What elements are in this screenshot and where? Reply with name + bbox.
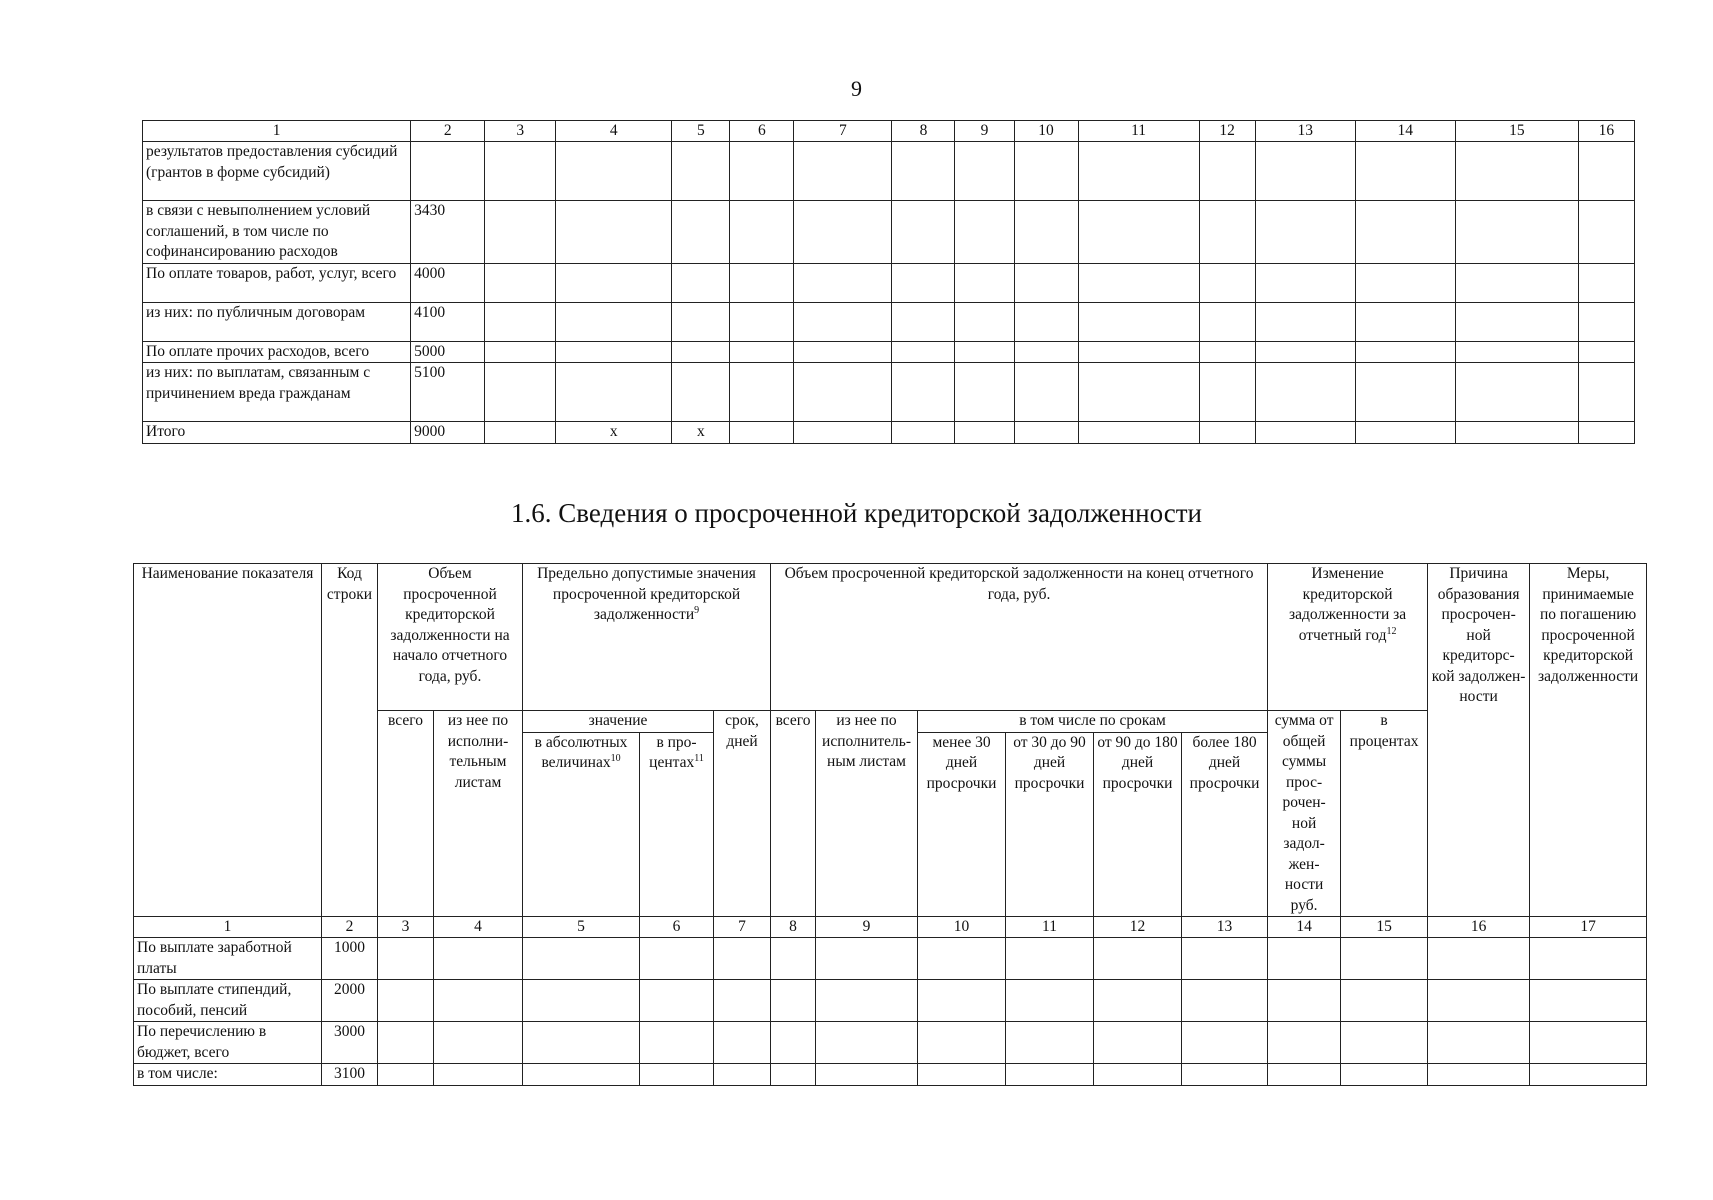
column-number: 2 bbox=[322, 917, 378, 938]
cell bbox=[1255, 142, 1355, 201]
cell bbox=[1078, 201, 1199, 264]
cell bbox=[918, 1022, 1006, 1064]
table-row bbox=[134, 980, 1647, 1022]
cell bbox=[485, 422, 556, 444]
cell bbox=[1455, 201, 1578, 264]
header-exec-lists: из нее по исполни-тельным листам bbox=[434, 711, 523, 917]
cell bbox=[1268, 1022, 1341, 1064]
row-code bbox=[411, 142, 485, 201]
column-number: 13 bbox=[1255, 121, 1355, 142]
cell bbox=[1455, 422, 1578, 444]
section-title: 1.6. Сведения о просроченной кредиторской задолженности bbox=[511, 498, 1202, 528]
row-name: результатов предоставления субсидий (грантов в форме субсидий) bbox=[143, 142, 411, 201]
column-number: 7 bbox=[794, 121, 892, 142]
column-number: 6 bbox=[640, 917, 714, 938]
header-value: значение bbox=[523, 711, 714, 733]
cell bbox=[1455, 302, 1578, 341]
cell-col5 bbox=[672, 142, 730, 201]
cell bbox=[892, 363, 955, 422]
table-row bbox=[143, 422, 1635, 444]
header-absolute: в абсолютных величинах$^{10}$ bbox=[523, 732, 640, 917]
cell bbox=[1255, 363, 1355, 422]
cell bbox=[434, 1064, 523, 1086]
cell bbox=[816, 1022, 918, 1064]
column-number: 16 bbox=[1578, 121, 1634, 142]
cell bbox=[955, 263, 1014, 302]
column-number: 15 bbox=[1455, 121, 1578, 142]
cell bbox=[1078, 363, 1199, 422]
cell bbox=[1094, 1022, 1182, 1064]
row-name: из них: по выплатам, связанным с причинением вреда гражданам bbox=[143, 363, 411, 422]
cell bbox=[485, 341, 556, 363]
header-total-end: всего bbox=[771, 711, 816, 917]
cell bbox=[730, 302, 794, 341]
cell bbox=[1078, 341, 1199, 363]
table-row bbox=[134, 938, 1647, 980]
cell bbox=[1078, 263, 1199, 302]
cell bbox=[816, 980, 918, 1022]
row-code: 9000 bbox=[411, 422, 485, 444]
cell bbox=[1014, 363, 1078, 422]
cell bbox=[771, 938, 816, 980]
cell bbox=[1006, 938, 1094, 980]
cell bbox=[485, 142, 556, 201]
header-in-percent: в процентах bbox=[1341, 711, 1428, 917]
row-code: 5100 bbox=[411, 363, 485, 422]
cell bbox=[955, 142, 1014, 201]
column-number-row bbox=[143, 121, 1635, 142]
header-percent: в про-центах$^{11}$ bbox=[640, 732, 714, 917]
cell bbox=[378, 938, 434, 980]
table-row bbox=[134, 1064, 1647, 1086]
row-code: 5000 bbox=[411, 341, 485, 363]
cell bbox=[730, 142, 794, 201]
row-name: По перечислению в бюджет, всего bbox=[134, 1022, 322, 1064]
cell-col4: x bbox=[556, 422, 672, 444]
cell bbox=[771, 980, 816, 1022]
table-row bbox=[143, 341, 1635, 363]
row-code: 4000 bbox=[411, 263, 485, 302]
cell bbox=[485, 201, 556, 264]
cell bbox=[1355, 341, 1455, 363]
cell bbox=[1355, 201, 1455, 264]
cell bbox=[1014, 263, 1078, 302]
cell bbox=[1199, 142, 1255, 201]
header-change: Изменение кредиторской задолженности за отчетный год$^{12}$ bbox=[1268, 564, 1428, 711]
cell bbox=[1078, 302, 1199, 341]
cell bbox=[1182, 1022, 1268, 1064]
cell bbox=[1199, 263, 1255, 302]
cell bbox=[794, 201, 892, 264]
column-number: 5 bbox=[523, 917, 640, 938]
cell bbox=[1078, 142, 1199, 201]
column-number: 5 bbox=[672, 121, 730, 142]
cell bbox=[640, 938, 714, 980]
header-gt180: более 180 дней просрочки bbox=[1182, 732, 1268, 917]
cell bbox=[955, 422, 1014, 444]
cell bbox=[1006, 1022, 1094, 1064]
row-name: По оплате прочих расходов, всего bbox=[143, 341, 411, 363]
cell bbox=[523, 1022, 640, 1064]
cell bbox=[1355, 263, 1455, 302]
column-number: 3 bbox=[378, 917, 434, 938]
overdue-payables-table bbox=[133, 563, 1647, 1086]
cell bbox=[1006, 1064, 1094, 1086]
cell bbox=[1182, 938, 1268, 980]
row-name: из них: по публичным договорам bbox=[143, 302, 411, 341]
cell bbox=[1078, 422, 1199, 444]
cell bbox=[1199, 363, 1255, 422]
cell bbox=[1428, 1064, 1530, 1086]
header-reason: Причина образования просрочен-ной кредиторс-кой задолжен-ности bbox=[1428, 564, 1530, 917]
cell bbox=[1094, 938, 1182, 980]
cell bbox=[730, 363, 794, 422]
cell bbox=[714, 980, 771, 1022]
cell bbox=[892, 201, 955, 264]
column-number: 1 bbox=[134, 917, 322, 938]
cell bbox=[1530, 1064, 1647, 1086]
cell bbox=[640, 1064, 714, 1086]
cell bbox=[955, 363, 1014, 422]
cell bbox=[434, 938, 523, 980]
cell bbox=[378, 980, 434, 1022]
table-row bbox=[143, 142, 1635, 201]
cell bbox=[892, 422, 955, 444]
cell bbox=[1355, 363, 1455, 422]
column-number: 14 bbox=[1355, 121, 1455, 142]
cell bbox=[955, 201, 1014, 264]
table-row bbox=[143, 201, 1635, 264]
cell bbox=[918, 980, 1006, 1022]
cell bbox=[730, 263, 794, 302]
cell bbox=[714, 1022, 771, 1064]
cell bbox=[1428, 938, 1530, 980]
table-row bbox=[143, 302, 1635, 341]
row-code: 3100 bbox=[322, 1064, 378, 1086]
cell bbox=[1094, 980, 1182, 1022]
cell bbox=[1255, 341, 1355, 363]
cell bbox=[1255, 201, 1355, 264]
cell bbox=[1455, 142, 1578, 201]
cell bbox=[730, 201, 794, 264]
cell bbox=[485, 302, 556, 341]
cell bbox=[794, 363, 892, 422]
receivables-continuation-table bbox=[142, 120, 1635, 444]
cell bbox=[523, 980, 640, 1022]
column-number: 9 bbox=[955, 121, 1014, 142]
cell bbox=[771, 1022, 816, 1064]
cell bbox=[1578, 302, 1634, 341]
row-name: в том числе: bbox=[134, 1064, 322, 1086]
cell bbox=[1199, 302, 1255, 341]
cell bbox=[714, 1064, 771, 1086]
cell bbox=[1355, 302, 1455, 341]
column-number: 3 bbox=[485, 121, 556, 142]
column-number: 8 bbox=[892, 121, 955, 142]
row-name: в связи с невыполнением условий соглашений, в том числе по софинансированию расходов bbox=[143, 201, 411, 264]
cell bbox=[794, 142, 892, 201]
cell-col5 bbox=[672, 201, 730, 264]
cell bbox=[523, 938, 640, 980]
column-number: 10 bbox=[918, 917, 1006, 938]
cell-col5 bbox=[672, 263, 730, 302]
cell bbox=[1182, 1064, 1268, 1086]
header-name: Наименование показателя bbox=[134, 564, 322, 917]
cell bbox=[1578, 363, 1634, 422]
cell-col4 bbox=[556, 142, 672, 201]
cell bbox=[816, 1064, 918, 1086]
cell bbox=[1182, 980, 1268, 1022]
cell-col4 bbox=[556, 341, 672, 363]
cell bbox=[730, 422, 794, 444]
cell bbox=[771, 1064, 816, 1086]
cell bbox=[1255, 422, 1355, 444]
cell bbox=[1428, 980, 1530, 1022]
page-number: 9 bbox=[851, 76, 862, 101]
cell bbox=[730, 341, 794, 363]
cell bbox=[1014, 142, 1078, 201]
table-row bbox=[143, 263, 1635, 302]
cell bbox=[1530, 938, 1647, 980]
cell bbox=[434, 980, 523, 1022]
column-number: 12 bbox=[1094, 917, 1182, 938]
column-number: 7 bbox=[714, 917, 771, 938]
cell bbox=[1268, 980, 1341, 1022]
column-number: 13 bbox=[1182, 917, 1268, 938]
header-lt30: менее 30 дней просрочки bbox=[918, 732, 1006, 917]
cell bbox=[816, 938, 918, 980]
header-volume-start: Объем просроченной кредиторской задолженности на начало отчетного года, руб. bbox=[378, 564, 523, 711]
cell bbox=[892, 302, 955, 341]
cell bbox=[1268, 938, 1341, 980]
column-number: 1 bbox=[143, 121, 411, 142]
column-number: 14 bbox=[1268, 917, 1341, 938]
cell bbox=[1578, 201, 1634, 264]
cell bbox=[1255, 263, 1355, 302]
cell bbox=[485, 263, 556, 302]
cell bbox=[434, 1022, 523, 1064]
cell bbox=[1530, 980, 1647, 1022]
cell bbox=[1014, 302, 1078, 341]
cell bbox=[1014, 341, 1078, 363]
cell bbox=[892, 263, 955, 302]
cell bbox=[1578, 263, 1634, 302]
cell bbox=[378, 1022, 434, 1064]
column-number: 11 bbox=[1006, 917, 1094, 938]
column-number: 4 bbox=[434, 917, 523, 938]
header-90-180: от 90 до 180 дней просрочки bbox=[1094, 732, 1182, 917]
cell-col5 bbox=[672, 302, 730, 341]
header-limits: Предельно допустимые значения просроченной кредиторской задолженности$^9$ bbox=[523, 564, 771, 711]
column-number: 10 bbox=[1014, 121, 1078, 142]
cell bbox=[1341, 1064, 1428, 1086]
header-sum-from: сумма от общей суммы прос-рочен-ной задол-жен-ности руб. bbox=[1268, 711, 1341, 917]
cell bbox=[640, 980, 714, 1022]
cell bbox=[523, 1064, 640, 1086]
cell bbox=[1341, 938, 1428, 980]
cell bbox=[1578, 341, 1634, 363]
cell bbox=[794, 422, 892, 444]
cell bbox=[1578, 422, 1634, 444]
cell bbox=[1255, 302, 1355, 341]
cell bbox=[892, 142, 955, 201]
cell bbox=[1530, 1022, 1647, 1064]
cell bbox=[1341, 1022, 1428, 1064]
column-number: 16 bbox=[1428, 917, 1530, 938]
cell bbox=[1578, 142, 1634, 201]
table-row bbox=[134, 1022, 1647, 1064]
column-number: 6 bbox=[730, 121, 794, 142]
row-code: 3430 bbox=[411, 201, 485, 264]
table-row bbox=[143, 363, 1635, 422]
column-number: 11 bbox=[1078, 121, 1199, 142]
cell bbox=[1199, 201, 1255, 264]
cell-col4 bbox=[556, 302, 672, 341]
cell bbox=[1455, 363, 1578, 422]
row-code: 4100 bbox=[411, 302, 485, 341]
cell bbox=[1455, 263, 1578, 302]
column-number: 2 bbox=[411, 121, 485, 142]
header-volume-end: Объем просроченной кредиторской задолженности на конец отчетного года, руб. bbox=[771, 564, 1268, 711]
column-number: 8 bbox=[771, 917, 816, 938]
cell bbox=[955, 302, 1014, 341]
cell bbox=[1341, 980, 1428, 1022]
cell bbox=[1355, 142, 1455, 201]
cell bbox=[892, 341, 955, 363]
column-number: 12 bbox=[1199, 121, 1255, 142]
cell bbox=[794, 341, 892, 363]
row-name: По выплате заработной платы bbox=[134, 938, 322, 980]
cell-col5 bbox=[672, 341, 730, 363]
cell bbox=[794, 302, 892, 341]
cell-col5 bbox=[672, 363, 730, 422]
header-term: срок, дней bbox=[714, 711, 771, 917]
header-measures: Меры, принимаемые по погашению просроченной кредиторской задолженности bbox=[1530, 564, 1647, 917]
cell bbox=[918, 938, 1006, 980]
column-number-row bbox=[134, 917, 1647, 938]
cell-col5: x bbox=[672, 422, 730, 444]
cell bbox=[955, 341, 1014, 363]
cell bbox=[640, 1022, 714, 1064]
column-number: 9 bbox=[816, 917, 918, 938]
column-number: 4 bbox=[556, 121, 672, 142]
header-code: Код строки bbox=[322, 564, 378, 917]
cell bbox=[485, 363, 556, 422]
row-code: 1000 bbox=[322, 938, 378, 980]
column-number: 17 bbox=[1530, 917, 1647, 938]
cell bbox=[1428, 1022, 1530, 1064]
cell-col4 bbox=[556, 263, 672, 302]
cell bbox=[1014, 422, 1078, 444]
cell bbox=[1006, 980, 1094, 1022]
header-by-terms: в том числе по срокам bbox=[918, 711, 1268, 733]
row-code: 3000 bbox=[322, 1022, 378, 1064]
row-code: 2000 bbox=[322, 980, 378, 1022]
cell bbox=[1094, 1064, 1182, 1086]
cell bbox=[1268, 1064, 1341, 1086]
cell bbox=[1199, 422, 1255, 444]
cell bbox=[1355, 422, 1455, 444]
header-exec-lists-end: из нее по исполнитель-ным листам bbox=[816, 711, 918, 917]
cell bbox=[918, 1064, 1006, 1086]
row-name: Итого bbox=[143, 422, 411, 444]
column-number: 15 bbox=[1341, 917, 1428, 938]
cell bbox=[1455, 341, 1578, 363]
row-name: По оплате товаров, работ, услуг, всего bbox=[143, 263, 411, 302]
header-total: всего bbox=[378, 711, 434, 917]
header-30-90: от 30 до 90 дней просрочки bbox=[1006, 732, 1094, 917]
cell bbox=[1199, 341, 1255, 363]
cell-col4 bbox=[556, 363, 672, 422]
cell bbox=[378, 1064, 434, 1086]
cell-col4 bbox=[556, 201, 672, 264]
row-name: По выплате стипендий, пособий, пенсий bbox=[134, 980, 322, 1022]
cell bbox=[1014, 201, 1078, 264]
cell bbox=[794, 263, 892, 302]
cell bbox=[714, 938, 771, 980]
